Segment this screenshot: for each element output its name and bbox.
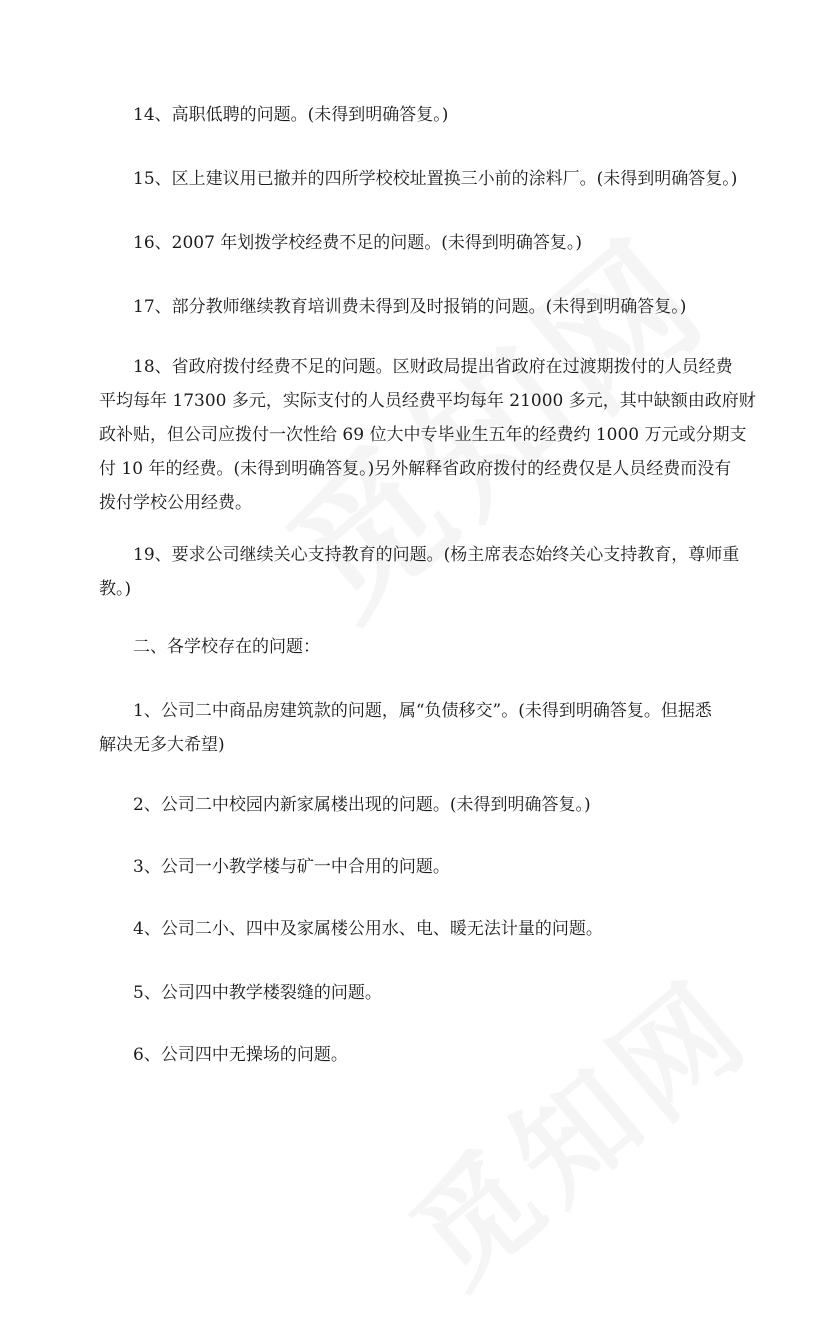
text-line: 6、公司四中无操场的问题。	[133, 1045, 348, 1065]
text-line: 2、公司二中校园内新家属楼出现的问题。(未得到明确答复。)	[133, 795, 591, 815]
text-line: 教。)	[99, 579, 132, 599]
text-line: 5、公司四中教学楼裂缝的问题。	[133, 983, 382, 1003]
text-line: 4、公司二小、四中及家属楼公用水、电、暖无法计量的问题。	[133, 919, 603, 939]
text-line: 17、部分教师继续教育培训费未得到及时报销的问题。(未得到明确答复。)	[133, 297, 687, 317]
paragraph-17	[99, 290, 739, 324]
text-line: 16、2007 年划拨学校经费不足的问题。(未得到明确答复。)	[133, 233, 583, 253]
school-issue-3	[99, 850, 739, 884]
text-line: 付 10 年的经费。(未得到明确答复。)另外解释省政府拨付的经费仅是人员经费而没有	[99, 459, 732, 479]
school-issue-6	[99, 1038, 739, 1072]
paragraph-16	[99, 226, 739, 260]
text-line: 1、公司二中商品房建筑款的问题，属“负债移交”。(未得到明确答复。但据悉	[133, 701, 712, 721]
paragraph-14	[99, 98, 739, 132]
text-line: 解决无多大希望)	[99, 735, 225, 755]
text-line: 拨付学校公用经费。	[99, 493, 252, 513]
text-line: 3、公司一小教学楼与矿一中合用的问题。	[133, 857, 450, 877]
text-line: 二、各学校存在的问题：	[133, 637, 320, 657]
text-line: 14、高职低聘的问题。(未得到明确答复。)	[133, 105, 449, 125]
paragraph-19	[99, 538, 739, 606]
paragraph-18	[99, 350, 756, 520]
school-issue-4	[99, 912, 739, 946]
text-line: 19、要求公司继续关心支持教育的问题。(杨主席表态始终关心支持教育，尊师重	[133, 545, 740, 565]
section-heading	[99, 630, 739, 664]
school-issue-2	[99, 788, 739, 822]
text-line: 政补贴，但公司应拨付一次性给 69 位大中专毕业生五年的经费约 1000 万元或分期支	[99, 425, 747, 445]
school-issue-1	[99, 694, 739, 762]
text-line: 18、省政府拨付经费不足的问题。区财政局提出省政府在过渡期拨付的人员经费	[133, 357, 733, 377]
paragraph-15	[99, 162, 739, 196]
school-issue-5	[99, 976, 739, 1010]
text-line: 15、区上建议用已撤并的四所学校校址置换三小前的涂料厂。(未得到明确答复。)	[133, 169, 738, 189]
text-line: 平均每年 17300 多元，实际支付的人员经费平均每年 21000 多元，其中缺额由政府财	[99, 391, 756, 411]
